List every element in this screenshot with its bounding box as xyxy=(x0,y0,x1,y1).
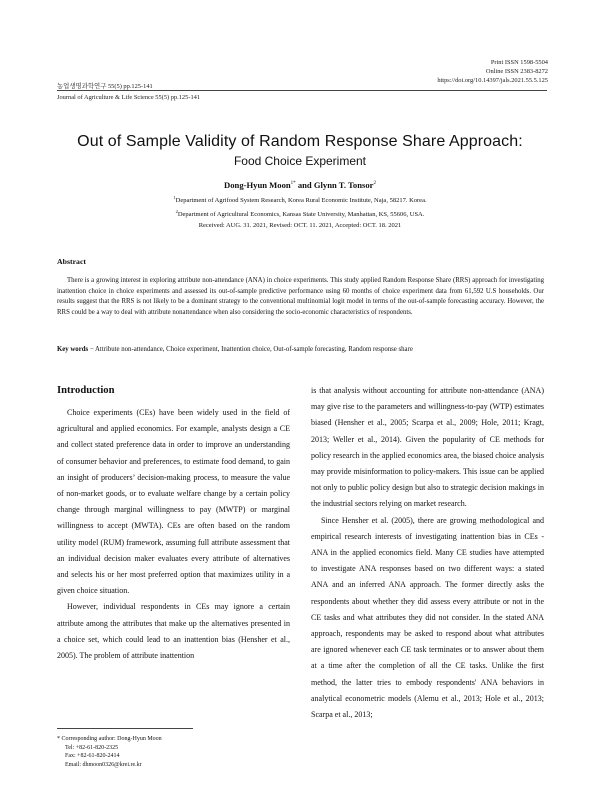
doi-link[interactable]: https://doi.org/10.14397/jals.2021.55.5.125 xyxy=(437,77,548,84)
body-paragraph: is that analysis without accounting for attribute non-attendance (ANA) may give rise to the parameters and willingness-to-pay (WTP) estimates biased (Hensher et al., 2005; Scarpa et al., 2009; Hole, 2011; Kragt, 2013; Weller et al., 2014). Given the popularity of CE methods for policy research in the applied economics area, the biased choice analysis may provide misinformation to policy-makers. This issue can be applied not only to public policy design but also to strategic decision makings in the industrial sectors relying on market research. xyxy=(311,386,544,509)
author-superscript: 1* xyxy=(290,181,296,187)
keywords xyxy=(57,345,544,355)
paper-subtitle: Food Choice Experiment xyxy=(233,154,367,168)
paper-title: Out of Sample Validity of Random Response Share Approach: xyxy=(77,133,523,150)
affiliation-line xyxy=(40,193,560,207)
header-rule xyxy=(57,90,547,91)
author-list xyxy=(40,180,560,190)
affiliation-line xyxy=(40,207,560,221)
author-conjunction: and xyxy=(297,180,312,190)
affiliation-superscript: 1 xyxy=(173,195,176,200)
journal-name-english: Journal of Agriculture & Life Science 55(5) pp.125-141 xyxy=(57,94,201,101)
body-paragraph: However, individual respondents in CEs may ignore a certain attribute among the attributes that make up the alternatives presented in a choice set, which could lead to an inattention bias (Hensher et al., 2005). The problem of attribute inattention xyxy=(57,602,290,661)
author-name: Glynn T. Tonsor xyxy=(313,180,374,190)
corresponding-author-footnote xyxy=(57,735,162,769)
submission-dates: Received: AUG. 31. 2021, Revised: OCT. 11. 2021, Accepted: OCT. 18. 2021 xyxy=(198,222,402,229)
footnote-fax: Fax: +82-61-820-2414 xyxy=(65,753,120,760)
abstract-text: There is a growing interest in exploring attribute non-attendance (ANA) in choice experiments. This study applied Random Response Share (RRS) approach for investigating inattention choice in choice experiments and assessed its out-of-sample predictive performance using 60 months of choice experiment data from 61,592 U.S households. Our results suggest that the RRS is not likely to be a dominant strategy to the conventional multinomial logit model in terms of the out-of-sample forecasting accuracy. However, the RRS could be a way to deal with attribute nonattendance when also considering the socio-economic characteristics of respondents. xyxy=(57,277,544,316)
affiliation-text: Department of Agricultural Economics, Kansas State University, Manhattan, KS, 55606, USA. xyxy=(177,210,425,218)
keywords-label: Key words xyxy=(57,346,89,353)
body-column-left xyxy=(57,405,290,664)
online-issn: Online ISSN 2383-8272 xyxy=(485,68,548,75)
footnote-tel: Tel: +82-61-820-2325 xyxy=(65,744,119,751)
affiliation-text: Department of Agrifood System Research, Korea Rural Economic Institute, Naja, 58217. Korea. xyxy=(175,197,427,205)
footnote-email[interactable]: Email: dhmoon0326@krei.re.kr xyxy=(65,761,142,768)
author-name: Dong-Hyun Moon xyxy=(224,180,291,190)
body-paragraph: Since Hensher et al. (2005), there are growing methodological and empirical research interests of investigating inattention bias in CEs - ANA in the applied economics field. Many CE studies have attempted to investigate ANA responses based on two different ways: a stated ANA and an inferred ANA approach. The former directly asks the respondents about whether they did assess every attribute or not in the CE tasks and what attributes they did not consider. In the stated ANA approach, respondents may be asked to respond about what attributes are ignored whenever each CE task terminates or to answer about them at a time after the completion of all the CE tasks. Unlike the first method, the latter tries to embody respondents' ANA behaviors in analytical econometric models (Alemu et al., 2013; Hole et al., 2013; Scarpa et al., 2013; xyxy=(311,515,544,720)
print-issn: Print ISSN 1598-5504 xyxy=(490,59,548,66)
keywords-list: − Attribute non-attendance, Choice experiment, Inattention choice, Out-of-sample forecasting, Random response share xyxy=(89,346,413,353)
issn-block xyxy=(437,58,548,85)
body-column-right xyxy=(311,383,544,723)
journal-name-korean: 농업생명과학연구 55(5) pp.125-141 xyxy=(57,83,153,90)
footnote-corresponding: * Corresponding author: Dong-Hyun Moon xyxy=(57,736,162,742)
body-paragraph: Choice experiments (CEs) have been widely used in the field of agricultural and applied economics. For example, analysts design a CE and collect stated preference data in order to improve an understanding of consumer behavior and preferences, to estimate food demand, to gain an insight of producers’ decision-making process, to measure the value of non-market goods, or to evaluate welfare change by a certain policy change through marginal willingness to pay (MWTP) or marginal willingness to accept (MWTA). CEs are often based on the random utility model (RUM) framework, assuming full attribute assessment that an individual decision maker evaluates every attribute of alternatives and selects his or her most preferred option that maximizes utility in a given choice situation. xyxy=(57,408,290,596)
author-superscript: 2 xyxy=(373,181,376,187)
abstract-heading: Abstract xyxy=(57,257,87,266)
footnote-rule xyxy=(57,728,193,729)
affiliation-superscript: 2 xyxy=(175,208,178,214)
section-heading-introduction: Introduction xyxy=(57,385,115,396)
affiliations xyxy=(40,193,560,220)
